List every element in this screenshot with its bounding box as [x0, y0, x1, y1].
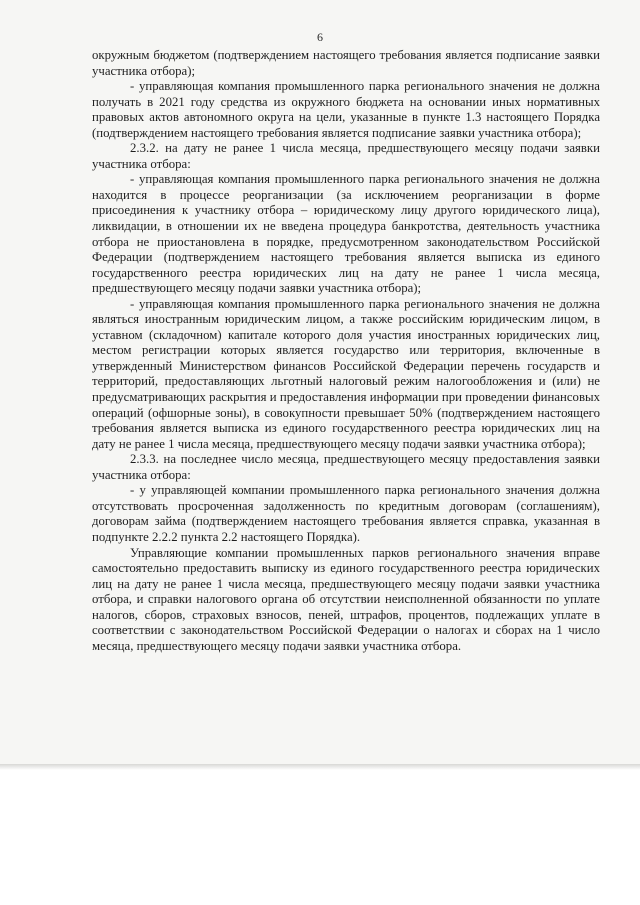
paragraph-7: - у управляющей компании промышленного парка регионального значения должна отсутствовать просроченная задолженность по кредитным договорам (соглашениям), договорам займа (подтверждением настоящего требования является справка, указанная в подпункте 2.2.2 пункта 2.2 настоящего Порядка). [92, 483, 600, 544]
paragraph-2: - управляющая компания промышленного парка регионального значения не должна получать в 2021 году средства из окружного бюджета на основании иных нормативных правовых актов автономного округа на цели, указанные в пункте 1.3 настоящего Порядка (подтверждением настоящего требования является подписание заявки участника отбора); [92, 79, 600, 140]
document-body [92, 48, 600, 654]
paragraph-8: Управляющие компании промышленных парков регионального значения вправе самостоятельно предоставить выписку из единого государственного реестра юридических лиц на дату не ранее 1 числа месяца, предшествующего месяцу подачи заявки участника отбора, и справки налогового органа об отсутствии неисполненной обязанности по уплате налогов, сборов, страховых взносов, пеней, штрафов, процентов, подлежащих уплате в соответствии с законодательством Российской Федерации о налогах и сборах на 1 число месяца, предшествующего месяцу подачи заявки участника отбора. [92, 545, 600, 653]
blank-area [0, 770, 640, 905]
paragraph-5: - управляющая компания промышленного парка регионального значения не должна являться иностранным юридическим лицом, а также российским юридическим лицом, в уставном (складочном) капитале которого доля участия иностранных юридических лиц, местом регистрации которых является государство или территория, включенные в утвержденный Министерством финансов Российской Федерации перечень государств и территорий, предоставляющих льготный налоговый режим налогообложения и (или) не предусматривающих раскрытия и предоставления информации при проведении финансовых операций (офшорные зоны), в совокупности превышает 50% (подтверждением настоящего требования является выписка из единого государственного реестра юридических лиц на дату не ранее 1 числа месяца, предшествующего месяцу подачи заявки участника отбора); [92, 296, 600, 451]
paragraph-4: - управляющая компания промышленного парка регионального значения не должна находится в процессе реорганизации (за исключением реорганизации в форме присоединения к участнику отбора – юридическому лицу другого юридического лица), ликвидации, в отношении их не введена процедура банкротства, деятельность участника отбора не приостановлена в порядке, предусмотренном законодательством Российской Федерации (подтверждением настоящего требования является выписка из единого государственного реестра юридических лиц на дату не ранее 1 числа месяца, предшествующего месяцу подачи заявки участника отбора); [92, 172, 600, 296]
page-number: 6 [317, 30, 323, 44]
paragraph-1: окружным бюджетом (подтверждением настоящего требования является подписание заявки участника отбора); [92, 48, 600, 78]
paragraph-3: 2.3.2. на дату не ранее 1 числа месяца, предшествующего месяцу подачи заявки участника отбора: [92, 141, 600, 171]
paragraph-6: 2.3.3. на последнее число месяца, предшествующего месяцу предоставления заявки участника отбора: [92, 452, 600, 482]
